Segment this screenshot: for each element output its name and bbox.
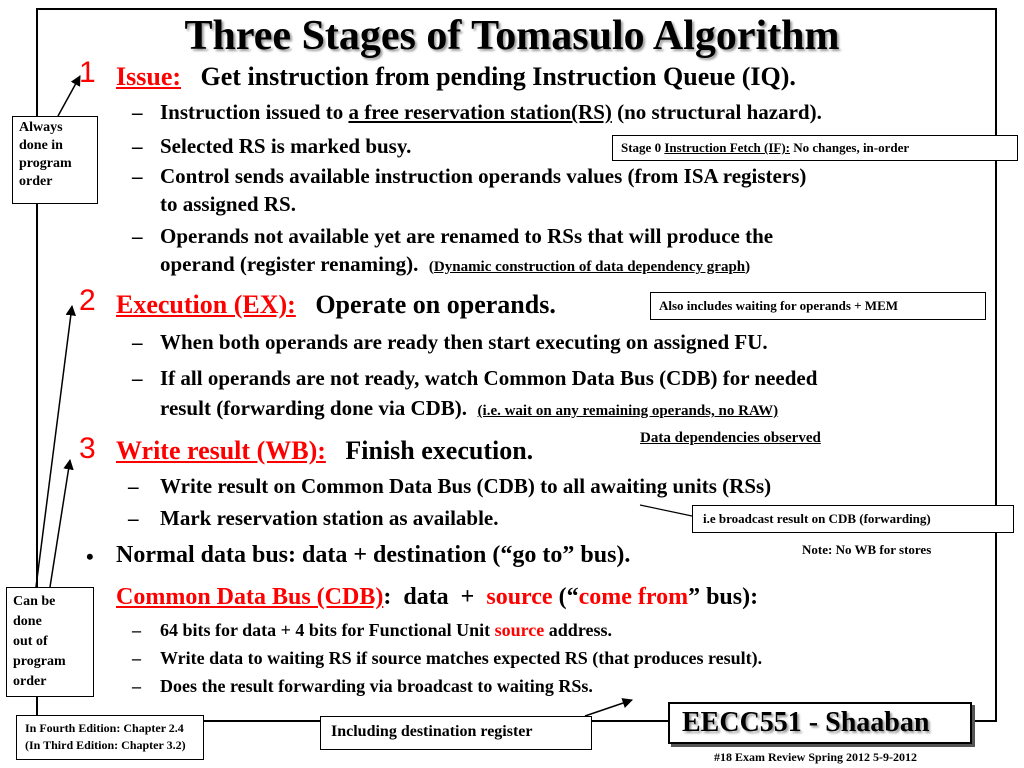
dash: – bbox=[132, 100, 143, 124]
arrow-destination-register bbox=[585, 700, 632, 716]
issue-bullet-4-line1: Operands not available yet are renamed to RSs that will produce the bbox=[160, 224, 774, 248]
arrow-canbe-to-ex bbox=[36, 306, 72, 587]
stage-3-name: Write result (WB): bbox=[116, 436, 326, 465]
stage-2-number: 2 bbox=[79, 284, 96, 317]
dash: – bbox=[132, 164, 143, 188]
ex-bullet-1: When both operands are ready then start executing on assigned FU. bbox=[160, 330, 768, 354]
cdb-bullet-3: Does the result forwarding via broadcast to waiting RSs. bbox=[160, 676, 593, 696]
dash: – bbox=[132, 366, 143, 390]
issue-bullet-3-line1: Control sends available instruction operands values (from ISA registers) bbox=[160, 164, 807, 188]
stage-1-name: Issue: bbox=[116, 62, 182, 91]
dash: – bbox=[132, 648, 141, 668]
stage-3-desc: Finish execution. bbox=[345, 436, 534, 465]
bullet: • bbox=[86, 544, 94, 569]
issue-bullet-3-line2: to assigned RS. bbox=[160, 192, 296, 216]
note-destination-register: Including destination register bbox=[320, 716, 592, 750]
stage-1-number: 1 bbox=[79, 56, 96, 89]
slide-title: Three Stages of Tomasulo Algorithm bbox=[184, 13, 840, 59]
note-no-wb-stores: Note: No WB for stores bbox=[802, 542, 932, 557]
cdb-bullet-2: Write data to waiting RS if source matches expected RS (that produces result). bbox=[160, 648, 763, 668]
issue-bullet-2: Selected RS is marked busy. bbox=[160, 134, 412, 158]
wb-bullet-1: Write result on Common Data Bus (CDB) to all awaiting units (RSs) bbox=[160, 474, 772, 498]
ex-bullet-2-line2: result (forwarding done via CDB). (i.e. wait on any remaining operands, no RAW) bbox=[160, 396, 779, 420]
arrow-always-to-issue bbox=[58, 76, 80, 116]
course-badge: EECC551 - Shaaban bbox=[668, 702, 972, 744]
cdb-bullet-1: 64 bits for data + 4 bits for Functional Unit source address. bbox=[160, 620, 612, 640]
dash: – bbox=[128, 474, 139, 498]
stage-2-desc: Operate on operands. bbox=[315, 290, 556, 319]
issue-bullet-4-line2: operand (register renaming). (Dynamic construction of data dependency graph) bbox=[160, 252, 751, 276]
stage-3-number: 3 bbox=[79, 432, 96, 465]
cdb-line: Common Data Bus (CDB): data + source (“come from” bus): bbox=[116, 584, 759, 610]
note-always-in-order: Always done in program order bbox=[12, 116, 98, 204]
note-edition: In Fourth Edition: Chapter 2.4 (In Third Edition: Chapter 3.2) bbox=[16, 715, 204, 760]
dash: – bbox=[132, 224, 143, 248]
dash: – bbox=[132, 620, 141, 640]
note-broadcast: i.e broadcast result on CDB (forwarding) bbox=[692, 505, 1014, 533]
note-stage0: Stage 0 Instruction Fetch (IF): No changes, in-order bbox=[612, 135, 1018, 161]
dash: – bbox=[132, 134, 143, 158]
note-waiting-operands: Also includes waiting for operands + MEM bbox=[650, 292, 986, 320]
dash: – bbox=[132, 676, 141, 696]
wb-bullet-2: Mark reservation station as available. bbox=[160, 506, 499, 530]
normal-bus-line: Normal data bus: data + destination (“go to” bus). bbox=[116, 542, 631, 568]
stage-1-desc: Get instruction from pending Instruction Queue (IQ). bbox=[200, 62, 796, 91]
stage-2-name: Execution (EX): bbox=[116, 290, 296, 319]
dash: – bbox=[132, 330, 143, 354]
note-data-dependencies: Data dependencies observed bbox=[640, 430, 821, 446]
slide-footer: #18 Exam Review Spring 2012 5-9-2012 bbox=[714, 750, 917, 764]
dash: – bbox=[128, 506, 139, 530]
note-out-of-order: Can be done out of program order bbox=[6, 587, 94, 697]
issue-bullet-1: Instruction issued to a free reservation station(RS) (no structural hazard). bbox=[160, 100, 822, 124]
ex-bullet-2-line1: If all operands are not ready, watch Common Data Bus (CDB) for needed bbox=[160, 366, 818, 390]
line-broadcast bbox=[640, 505, 692, 516]
arrow-canbe-to-wb bbox=[50, 460, 70, 587]
